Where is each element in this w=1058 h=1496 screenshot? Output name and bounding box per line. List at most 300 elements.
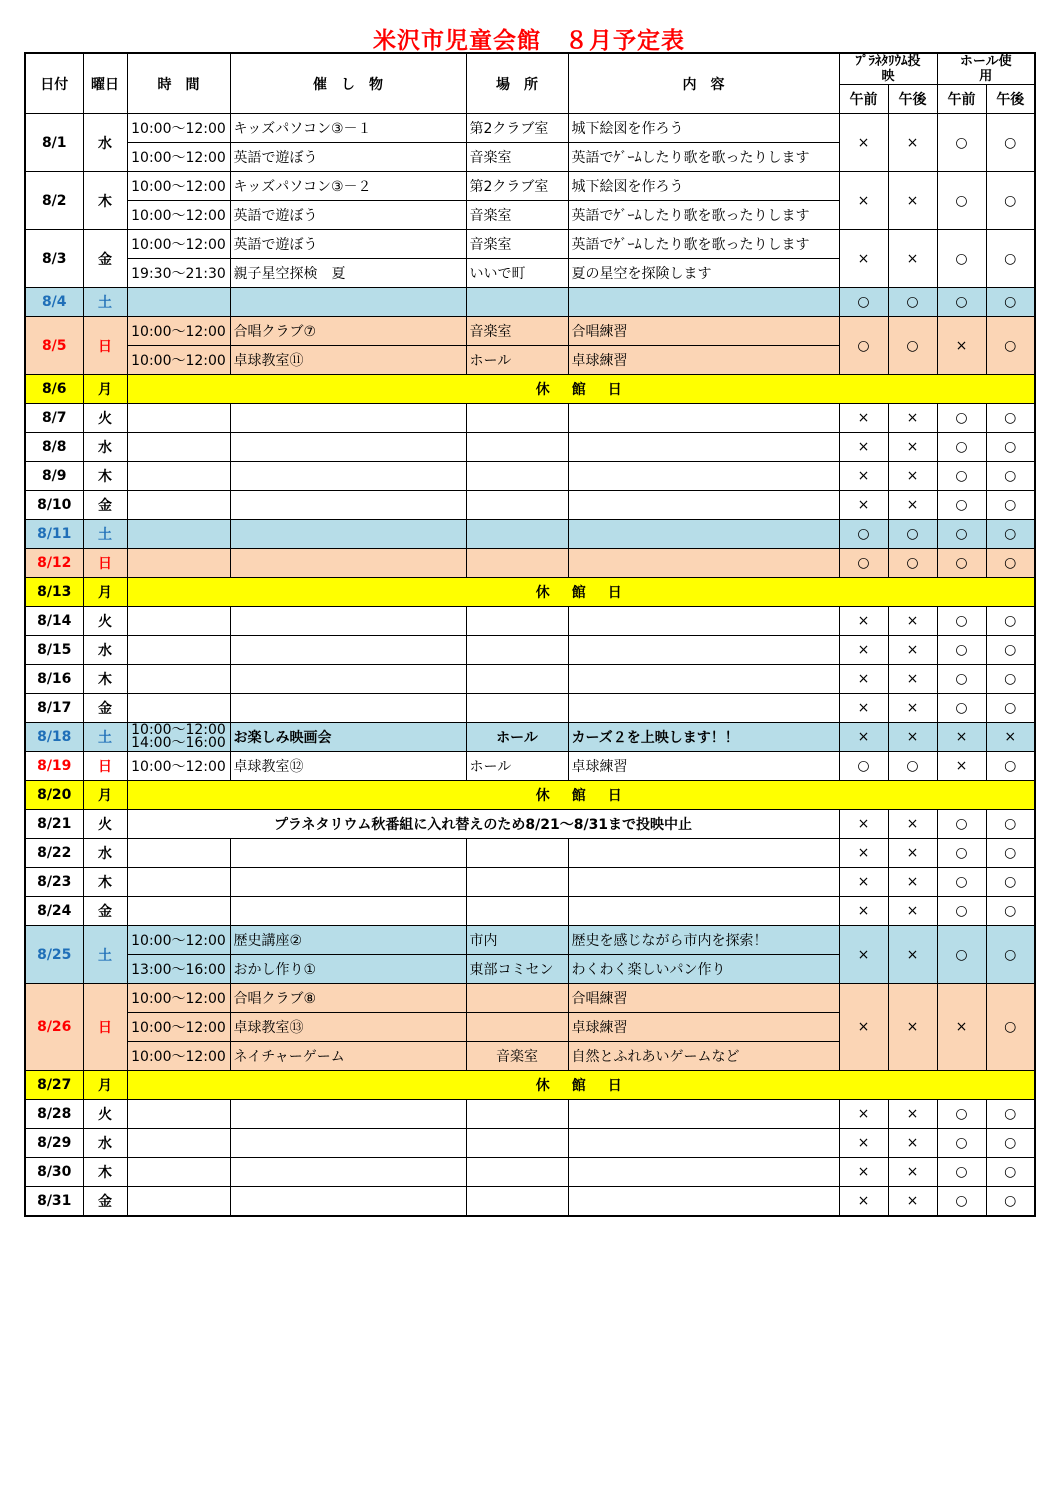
weekday-cell: 金 (83, 694, 127, 723)
table-row (25, 607, 1035, 636)
event-content: 卓球練習 (568, 752, 839, 781)
planetarium-am-mark: × (839, 868, 888, 897)
hall-am-mark: ○ (937, 114, 986, 172)
table-row (25, 404, 1035, 433)
event-time: 10:00～12:00 (127, 1013, 230, 1042)
event-place: いいで町 (466, 259, 568, 288)
planetarium-pm-mark: × (888, 114, 937, 172)
closed-day-cell: 休 館 日 (127, 1071, 1035, 1100)
planetarium-am-mark: × (839, 984, 888, 1071)
event-content: 合唱練習 (568, 317, 839, 346)
planetarium-pm-mark: × (888, 404, 937, 433)
planetarium-am-mark: ○ (839, 317, 888, 375)
planetarium-pm-mark: × (888, 636, 937, 665)
table-row (25, 984, 1035, 1013)
header-planetarium-am: 午前 (839, 85, 888, 114)
event-place (466, 433, 568, 462)
event-content (568, 897, 839, 926)
planetarium-am-mark: × (839, 172, 888, 230)
event-content (568, 549, 839, 578)
hall-am-mark: ○ (937, 897, 986, 926)
header-hall-pm: 午後 (986, 85, 1035, 114)
hall-am-mark: ○ (937, 172, 986, 230)
event-name (230, 549, 466, 578)
weekday-cell: 金 (83, 897, 127, 926)
hall-am-mark: ○ (937, 607, 986, 636)
event-content: 卓球練習 (568, 346, 839, 375)
planetarium-am-mark: × (839, 404, 888, 433)
event-place (466, 549, 568, 578)
hall-am-mark: ○ (937, 868, 986, 897)
header-hall (937, 53, 1035, 85)
event-time: 10:00～12:00 (127, 230, 230, 259)
hall-am-mark: × (937, 984, 986, 1071)
hall-am-mark: ○ (937, 433, 986, 462)
planetarium-am-mark: × (839, 230, 888, 288)
hall-pm-mark: ○ (986, 926, 1035, 984)
event-name: 英語で遊ぼう (230, 201, 466, 230)
hall-pm-mark: ○ (986, 752, 1035, 781)
table-row (25, 1100, 1035, 1129)
weekday-cell: 金 (83, 491, 127, 520)
hall-pm-mark: ○ (986, 491, 1035, 520)
planetarium-am-mark: × (839, 433, 888, 462)
event-time (127, 433, 230, 462)
planetarium-pm-mark: × (888, 694, 937, 723)
planetarium-am-mark: ○ (839, 520, 888, 549)
header-planetarium-pm: 午後 (888, 85, 937, 114)
planetarium-am-mark: × (839, 926, 888, 984)
planetarium-pm-mark: × (888, 665, 937, 694)
event-content: 城下絵図を作ろう (568, 172, 839, 201)
event-time (127, 636, 230, 665)
hall-am-mark: × (937, 317, 986, 375)
event-content (568, 491, 839, 520)
date-cell: 8/10 (25, 491, 83, 520)
table-row (25, 172, 1035, 201)
weekday-cell: 木 (83, 868, 127, 897)
event-time (127, 1129, 230, 1158)
date-cell: 8/23 (25, 868, 83, 897)
event-time: 10:00～12:00 (127, 926, 230, 955)
planetarium-pm-mark: × (888, 607, 937, 636)
weekday-cell: 木 (83, 462, 127, 491)
event-content (568, 520, 839, 549)
event-place (466, 404, 568, 433)
weekday-cell: 木 (83, 172, 127, 230)
planetarium-pm-mark: × (888, 230, 937, 288)
event-time: 10:00～12:00 (127, 143, 230, 172)
event-content: 夏の星空を探険します (568, 259, 839, 288)
weekday-cell: 月 (83, 375, 127, 404)
event-name (230, 868, 466, 897)
planetarium-am-mark: × (839, 636, 888, 665)
event-content (568, 868, 839, 897)
event-name (230, 520, 466, 549)
event-content (568, 1187, 839, 1217)
hall-am-mark: ○ (937, 1187, 986, 1217)
header-time: 時 間 (127, 53, 230, 114)
event-place: ホール (466, 723, 568, 752)
table-row (25, 1129, 1035, 1158)
schedule-table (24, 52, 1036, 1217)
event-name (230, 839, 466, 868)
event-name: キッズパソコン③－２ (230, 172, 466, 201)
event-time (127, 607, 230, 636)
hall-pm-mark: ○ (986, 404, 1035, 433)
table-row (25, 665, 1035, 694)
weekday-cell: 火 (83, 607, 127, 636)
event-content: 英語でｹﾞｰﾑしたり歌を歌ったりします (568, 230, 839, 259)
event-content: わくわく楽しいパン作り (568, 955, 839, 984)
date-cell: 8/12 (25, 549, 83, 578)
planetarium-am-mark: × (839, 810, 888, 839)
event-content: 卓球練習 (568, 1013, 839, 1042)
weekday-cell: 木 (83, 665, 127, 694)
date-cell: 8/28 (25, 1100, 83, 1129)
event-place (466, 462, 568, 491)
event-time: 10:00～12:00 (127, 114, 230, 143)
hall-pm-mark: ○ (986, 810, 1035, 839)
date-cell: 8/19 (25, 752, 83, 781)
event-name: 卓球教室⑪ (230, 346, 466, 375)
event-name (230, 897, 466, 926)
hall-pm-mark: ○ (986, 520, 1035, 549)
table-row (25, 1071, 1035, 1100)
page-title: 米沢市児童会館 ８月予定表 (373, 28, 685, 54)
table-row (25, 549, 1035, 578)
event-time: 10:00～12:00 (127, 317, 230, 346)
weekday-cell: 土 (83, 723, 127, 752)
event-place (466, 1100, 568, 1129)
event-name (230, 1129, 466, 1158)
table-row (25, 230, 1035, 259)
weekday-cell: 水 (83, 433, 127, 462)
planetarium-pm-mark: × (888, 462, 937, 491)
event-time (127, 462, 230, 491)
hall-pm-mark: ○ (986, 665, 1035, 694)
planetarium-pm-mark: × (888, 897, 937, 926)
hall-pm-mark: ○ (986, 607, 1035, 636)
header-date: 日付 (25, 53, 83, 114)
weekday-cell: 水 (83, 839, 127, 868)
hall-pm-mark: ○ (986, 462, 1035, 491)
date-cell: 8/22 (25, 839, 83, 868)
date-cell: 8/5 (25, 317, 83, 375)
event-name: 合唱クラブ⑦ (230, 317, 466, 346)
date-cell: 8/11 (25, 520, 83, 549)
table-row (25, 520, 1035, 549)
event-content: 歴史を感じながら市内を探索！ (568, 926, 839, 955)
event-name: 英語で遊ぼう (230, 143, 466, 172)
planetarium-pm-mark: ○ (888, 549, 937, 578)
planetarium-am-mark: × (839, 491, 888, 520)
event-content: 合唱練習 (568, 984, 839, 1013)
header-place: 場 所 (466, 53, 568, 114)
event-time (127, 1187, 230, 1217)
event-time (127, 897, 230, 926)
table-row (25, 781, 1035, 810)
event-time (127, 694, 230, 723)
planetarium-am-mark: ○ (839, 549, 888, 578)
hall-pm-mark: ○ (986, 868, 1035, 897)
planetarium-pm-mark: × (888, 491, 937, 520)
event-time: 10:00～12:00 (127, 752, 230, 781)
hall-pm-mark: ○ (986, 1100, 1035, 1129)
hall-pm-mark: ○ (986, 288, 1035, 317)
event-content (568, 636, 839, 665)
planetarium-pm-mark: ○ (888, 752, 937, 781)
event-place: 音楽室 (466, 1042, 568, 1071)
closed-day-cell: 休 館 日 (127, 781, 1035, 810)
hall-pm-mark: ○ (986, 984, 1035, 1071)
event-name (230, 636, 466, 665)
event-place (466, 984, 568, 1013)
hall-am-mark: ○ (937, 926, 986, 984)
event-name: ネイチャーゲーム (230, 1042, 466, 1071)
planetarium-pm-mark: × (888, 984, 937, 1071)
event-name: お楽しみ映画会 (230, 723, 466, 752)
planetarium-am-mark: × (839, 462, 888, 491)
event-time (127, 868, 230, 897)
event-place: 音楽室 (466, 143, 568, 172)
planetarium-am-mark: × (839, 694, 888, 723)
planetarium-pm-mark: × (888, 926, 937, 984)
event-name: 卓球教室⑫ (230, 752, 466, 781)
planetarium-pm-mark: × (888, 1100, 937, 1129)
date-cell: 8/3 (25, 230, 83, 288)
hall-am-mark: × (937, 752, 986, 781)
event-content: カーズ２を上映します！！ (568, 723, 839, 752)
event-name: キッズパソコン③－１ (230, 114, 466, 143)
event-time (127, 404, 230, 433)
planetarium-pm-mark: × (888, 723, 937, 752)
event-place: 音楽室 (466, 317, 568, 346)
event-place (466, 636, 568, 665)
event-place (466, 520, 568, 549)
hall-pm-mark: ○ (986, 549, 1035, 578)
event-time (127, 288, 230, 317)
event-name: 合唱クラブ⑧ (230, 984, 466, 1013)
hall-am-mark: ○ (937, 1129, 986, 1158)
hall-pm-mark: ○ (986, 433, 1035, 462)
event-time (127, 549, 230, 578)
hall-pm-mark: ○ (986, 172, 1035, 230)
header-planetarium-label: ﾌﾟﾗﾈﾀﾘｳﾑ投映 (855, 54, 921, 84)
date-cell: 8/2 (25, 172, 83, 230)
weekday-cell: 土 (83, 926, 127, 984)
hall-am-mark: ○ (937, 549, 986, 578)
table-row (25, 868, 1035, 897)
table-row (25, 433, 1035, 462)
planetarium-am-mark: × (839, 897, 888, 926)
table-row (25, 288, 1035, 317)
weekday-cell: 土 (83, 288, 127, 317)
event-content (568, 1100, 839, 1129)
event-place (466, 607, 568, 636)
planetarium-pm-mark: × (888, 1158, 937, 1187)
event-time (127, 520, 230, 549)
planetarium-pm-mark: ○ (888, 317, 937, 375)
event-content (568, 1129, 839, 1158)
weekday-cell: 日 (83, 317, 127, 375)
planetarium-am-mark: × (839, 607, 888, 636)
weekday-cell: 水 (83, 636, 127, 665)
hall-am-mark: × (937, 723, 986, 752)
event-content (568, 288, 839, 317)
event-place: ホール (466, 752, 568, 781)
event-content (568, 462, 839, 491)
event-time (127, 1158, 230, 1187)
event-name: 歴史講座② (230, 926, 466, 955)
date-cell: 8/1 (25, 114, 83, 172)
event-name (230, 1100, 466, 1129)
event-content (568, 665, 839, 694)
event-place (466, 1013, 568, 1042)
event-place: ホール (466, 346, 568, 375)
event-place (466, 897, 568, 926)
event-place (466, 839, 568, 868)
weekday-cell: 土 (83, 520, 127, 549)
date-cell: 8/18 (25, 723, 83, 752)
event-name (230, 1187, 466, 1217)
event-name (230, 607, 466, 636)
header-content: 内 容 (568, 53, 839, 114)
hall-pm-mark: ○ (986, 694, 1035, 723)
event-content (568, 607, 839, 636)
planetarium-am-mark: × (839, 1129, 888, 1158)
event-time: 10:00～12:00 14:00～16:00 (127, 723, 230, 752)
event-place: 音楽室 (466, 230, 568, 259)
event-place (466, 288, 568, 317)
date-cell: 8/31 (25, 1187, 83, 1217)
event-place: 東部コミセン (466, 955, 568, 984)
event-time (127, 665, 230, 694)
planetarium-pm-mark: × (888, 1187, 937, 1217)
hall-pm-mark: ○ (986, 897, 1035, 926)
event-name (230, 491, 466, 520)
hall-am-mark: ○ (937, 1100, 986, 1129)
planetarium-pm-mark: × (888, 1129, 937, 1158)
hall-am-mark: ○ (937, 1158, 986, 1187)
table-row (25, 694, 1035, 723)
date-cell: 8/15 (25, 636, 83, 665)
event-content (568, 694, 839, 723)
table-row (25, 636, 1035, 665)
closed-day-cell: 休 館 日 (127, 578, 1035, 607)
planetarium-pm-mark: × (888, 172, 937, 230)
event-place: 音楽室 (466, 201, 568, 230)
table-row (25, 114, 1035, 143)
planetarium-pm-mark: × (888, 839, 937, 868)
event-content: 英語でｹﾞｰﾑしたり歌を歌ったりします (568, 201, 839, 230)
hall-am-mark: ○ (937, 636, 986, 665)
planetarium-am-mark: × (839, 114, 888, 172)
event-content: 英語でｹﾞｰﾑしたり歌を歌ったりします (568, 143, 839, 172)
event-time: 10:00～12:00 (127, 1042, 230, 1071)
event-time: 19:30～21:30 (127, 259, 230, 288)
event-time (127, 839, 230, 868)
planetarium-am-mark: × (839, 1158, 888, 1187)
table-row (25, 317, 1035, 346)
date-cell: 8/25 (25, 926, 83, 984)
header-day: 曜日 (83, 53, 127, 114)
weekday-cell: 月 (83, 578, 127, 607)
header-planetarium (839, 53, 937, 85)
planetarium-am-mark: × (839, 723, 888, 752)
planetarium-am-mark: × (839, 665, 888, 694)
weekday-cell: 水 (83, 114, 127, 172)
closed-day-cell: 休 館 日 (127, 375, 1035, 404)
date-cell: 8/30 (25, 1158, 83, 1187)
event-name: 卓球教室⑬ (230, 1013, 466, 1042)
weekday-cell: 日 (83, 549, 127, 578)
weekday-cell: 月 (83, 1071, 127, 1100)
date-cell: 8/9 (25, 462, 83, 491)
weekday-cell: 金 (83, 230, 127, 288)
notice-cell: プラネタリウム秋番組に入れ替えのため8/21～8/31まで投映中止 (127, 810, 839, 839)
event-place (466, 868, 568, 897)
hall-am-mark: ○ (937, 810, 986, 839)
planetarium-pm-mark: × (888, 433, 937, 462)
hall-pm-mark: ○ (986, 114, 1035, 172)
event-name: 英語で遊ぼう (230, 230, 466, 259)
header-hall-am: 午前 (937, 85, 986, 114)
event-content (568, 839, 839, 868)
event-place (466, 491, 568, 520)
event-place (466, 1187, 568, 1217)
planetarium-pm-mark: ○ (888, 520, 937, 549)
event-place: 市内 (466, 926, 568, 955)
table-row (25, 723, 1035, 752)
event-time: 10:00～12:00 (127, 201, 230, 230)
date-cell: 8/21 (25, 810, 83, 839)
date-cell: 8/6 (25, 375, 83, 404)
planetarium-am-mark: × (839, 839, 888, 868)
hall-pm-mark: ○ (986, 1129, 1035, 1158)
weekday-cell: 日 (83, 984, 127, 1071)
event-name (230, 404, 466, 433)
hall-am-mark: ○ (937, 404, 986, 433)
event-name (230, 694, 466, 723)
date-cell: 8/14 (25, 607, 83, 636)
weekday-cell: 木 (83, 1158, 127, 1187)
date-cell: 8/17 (25, 694, 83, 723)
planetarium-pm-mark: × (888, 868, 937, 897)
date-cell: 8/16 (25, 665, 83, 694)
date-cell: 8/26 (25, 984, 83, 1071)
table-row (25, 462, 1035, 491)
planetarium-am-mark: ○ (839, 288, 888, 317)
weekday-cell: 金 (83, 1187, 127, 1217)
event-name (230, 433, 466, 462)
table-row (25, 839, 1035, 868)
table-row (25, 375, 1035, 404)
table-row (25, 897, 1035, 926)
hall-am-mark: ○ (937, 694, 986, 723)
event-name (230, 665, 466, 694)
event-time: 13:00～16:00 (127, 955, 230, 984)
event-content (568, 433, 839, 462)
date-cell: 8/27 (25, 1071, 83, 1100)
planetarium-am-mark: × (839, 1187, 888, 1217)
schedule-body (25, 114, 1035, 1217)
table-row (25, 491, 1035, 520)
event-name: おかし作り① (230, 955, 466, 984)
date-cell: 8/24 (25, 897, 83, 926)
event-content (568, 404, 839, 433)
hall-am-mark: ○ (937, 288, 986, 317)
